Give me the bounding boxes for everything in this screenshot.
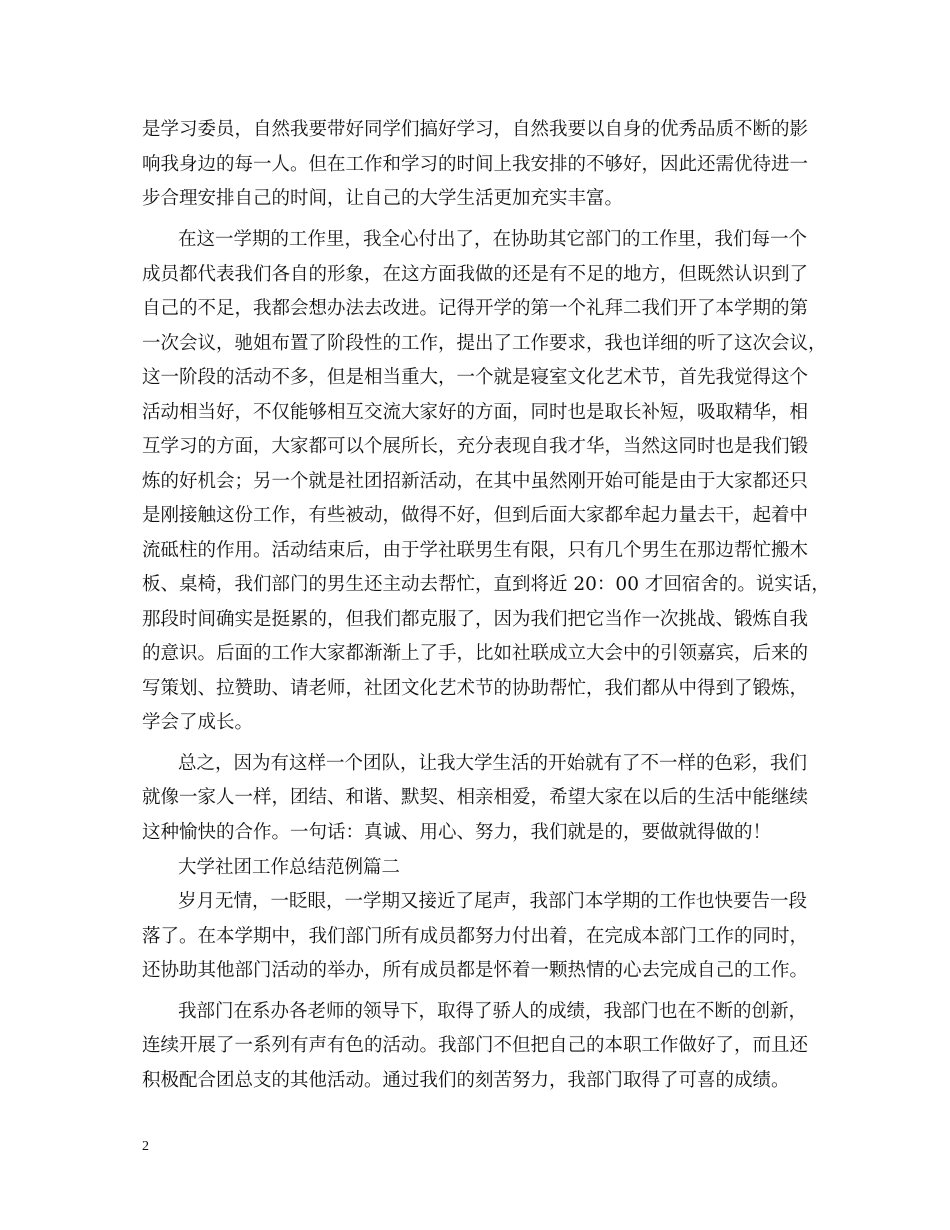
- text-line: 步合理安排自己的时间，让自己的大学生活更加充实丰富。: [142, 188, 624, 209]
- text-line: 自己的不足，我都会想办法去改进。记得开学的第一个礼拜二我们开了本学期的第: [142, 298, 809, 319]
- text-line: 那段时间确实是挺累的，但我们都克服了，因为我们把它当作一次挑战、锻炼自我: [142, 609, 809, 630]
- text-line: 岁月无情，一眨眼，一学期又接近了尾声，我部门本学期的工作也快要告一段: [178, 891, 808, 912]
- text-line: 这一阶段的活动不多，但是相当重大，一个就是寝室文化艺术节，首先我觉得这个: [142, 367, 809, 388]
- text-line: 积极配合团总支的其他活动。通过我们的刻苦努力，我部门取得了可喜的成绩。: [142, 1070, 790, 1091]
- text-line: 成员都代表我们各自的形象，在这方面我做的还是有不足的地方，但既然认识到了: [142, 264, 809, 285]
- text-line: 连续开展了一系列有声有色的活动。我部门不但把自己的本职工作做好了，而且还: [142, 1035, 809, 1056]
- text-line: 炼的好机会；另一个就是社团招新活动，在其中虽然刚开始可能是由于大家都还只: [142, 471, 809, 492]
- text-line: 互学习的方面，大家都可以个展所长，充分表现自我才华，当然这同时也是我们锻: [142, 436, 809, 457]
- text-line: 就像一家人一样，团结、和谐、默契、相亲相爱，希望大家在以后的生活中能继续: [142, 787, 809, 808]
- text-line: 在这一学期的工作里，我全心付出了，在协助其它部门的工作里，我们每一个: [178, 229, 808, 250]
- text-line: 是刚接触这份工作，有些被动，做得不好，但到后面大家都牟起力量去干，起着中: [142, 505, 809, 526]
- text-line: 一次会议，驰姐布置了阶段性的工作，提出了工作要求，我也详细的听了这次会议，: [142, 333, 827, 354]
- text-line: 板、桌椅，我们部门的男生还主动去帮忙，直到将近 20：00 才回宿舍的。说实话，: [142, 574, 830, 595]
- text-line: 这种愉快的合作。一句话：真诚、用心、努力，我们就是的，要做就得做的！: [142, 822, 772, 843]
- text-line: 总之，因为有这样一个团队，让我大学生活的开始就有了不一样的色彩，我们: [178, 753, 808, 774]
- text-line: 还协助其他部门活动的举办，所有成员都是怀着一颗热情的心去完成自己的工作。: [142, 960, 809, 981]
- text-line: 写策划、拉赞助、请老师，社团文化艺术节的协助帮忙，我们都从中得到了锻炼，: [142, 678, 809, 699]
- text-line: 响我身边的每一人。但在工作和学习的时间上我安排的不够好，因此还需优待进一: [142, 154, 809, 175]
- text-line: 流砥柱的作用。活动结束后，由于学社联男生有限，只有几个男生在那边帮忙搬木: [142, 540, 809, 561]
- text-line: 学会了成长。: [142, 712, 254, 733]
- page-number: 2: [142, 1139, 149, 1154]
- text-line: 是学习委员，自然我要带好同学们搞好学习，自然我要以自身的优秀品质不断的影: [142, 119, 809, 140]
- text-line: 的意识。后面的工作大家都渐渐上了手，比如社联成立大会中的引领嘉宾，后来的: [142, 643, 809, 664]
- section-heading: 大学社团工作总结范例篇二: [178, 857, 401, 878]
- text-line: 活动相当好，不仅能够相互交流大家好的方面，同时也是取长补短，吸取精华，相: [142, 402, 809, 423]
- text-line: 落了。在本学期中，我们部门所有成员都努力付出着，在完成本部门工作的同时，: [142, 926, 809, 947]
- text-line: 我部门在系办各老师的领导下，取得了骄人的成绩，我部门也在不断的创新，: [178, 1001, 808, 1022]
